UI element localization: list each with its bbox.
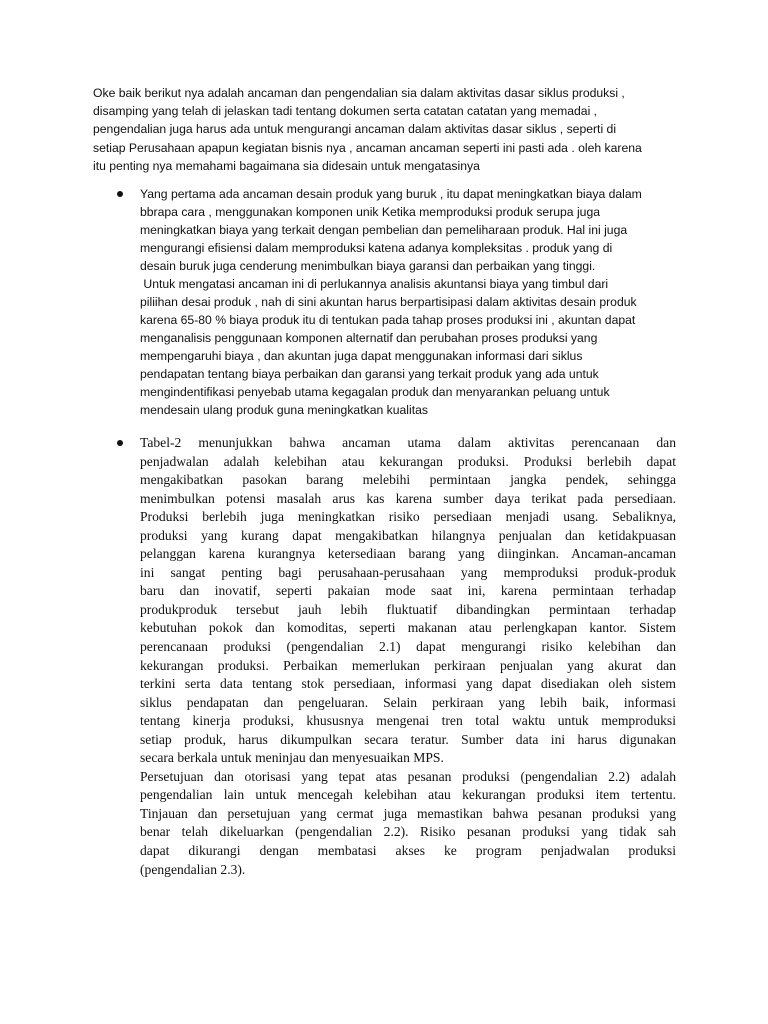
bullet-line: produkproduk tersebut jauh lebih fluktuatif dibandingkan permintaan terhadap bbox=[140, 601, 676, 617]
bullet-line: Untuk mengatasi ancaman ini di perlukannya analisis akuntansi biaya yang timbul dari bbox=[140, 277, 609, 291]
bullet-line: desain buruk juga cenderung menimbulkan biaya garansi dan perbaikan yang tinggi. bbox=[140, 259, 596, 273]
bullet-line: benar telah dikeluarkan (pengendalian 2.2). Risiko pesanan produksi yang tidak sah bbox=[140, 824, 676, 840]
bullet-line: mengindentifikasi penyebab utama kegagalan produk dan menyarankan peluang untuk bbox=[140, 385, 610, 399]
bullet-line: Persetujuan dan otorisasi yang tepat atas pesanan produksi (pengendalian 2.2) adalah bbox=[140, 768, 676, 784]
intro-line: disamping yang telah di jelaskan tadi tentang dokumen serta catatan catatan yang memadai , bbox=[93, 104, 598, 119]
bullet-line: penjadwalan adalah kelebihan atau kekurangan produksi. Produksi berlebih dapat bbox=[140, 453, 676, 469]
bullet-line: produksi yang kurang dapat mengakibatkan hilangnya penjualan dan ketidakpuasan bbox=[140, 527, 676, 543]
bullet-line: siklus pendapatan dan pengeluaran. Selain perkiraan yang lebih baik, informasi bbox=[140, 694, 676, 710]
bullet-line: mendesain ulang produk guna meningkatkan kualitas bbox=[140, 403, 428, 417]
bullet-line: ini sangat penting bagi perusahaan-perusahaan yang memproduksi produk-produk bbox=[140, 564, 676, 580]
bullet-dot-icon bbox=[117, 191, 123, 197]
bullet-line: bbrapa cara , menggunakan komponen unik Ketika memproduksi produk serupa juga bbox=[140, 205, 601, 219]
bullet-line: kekurangan produksi. Perbaikan memerlukan perkiraan penjualan yang akurat dan bbox=[140, 657, 676, 673]
bullet-item-planning-threat bbox=[140, 434, 676, 879]
intro-line: setiap Perusahaan apapun kegiatan bisnis nya , ancaman ancaman seperti ini pasti ada . oleh karena bbox=[93, 140, 642, 155]
bullet-item-design-threat bbox=[140, 185, 680, 419]
bullet-line: menganalisis penggunaan komponen alternatif dan perubahan proses produksi yang bbox=[140, 331, 598, 345]
bullet-line: perencanaan produksi (pengendalian 2.1) dapat mengurangi risiko kelebihan dan bbox=[140, 639, 676, 655]
bullet-line: baru dan inovatif, seperti pakaian mode saat ini, karena permintaan terhadap bbox=[140, 583, 676, 599]
bullet-line: karena 65-80 % biaya produk itu di tentukan pada tahap proses produksi ini , akuntan dapat bbox=[140, 313, 636, 327]
bullet-line: Produksi berlebih juga meningkatkan risiko persediaan menjadi usang. Sebaliknya, bbox=[140, 509, 676, 525]
bullet-line: pelanggan karena kurangnya ketersediaan barang yang diinginkan. Ancaman-ancaman bbox=[140, 546, 676, 562]
bullet-line: dapat dikurangi dengan membatasi akses ke program penjadwalan produksi bbox=[140, 843, 676, 859]
bullet-line: kebutuhan pokok dan komoditas, seperti makanan atau perlengkapan kantor. Sistem bbox=[140, 620, 676, 636]
bullet-line: Tabel-2 menunjukkan bahwa ancaman utama dalam aktivitas perencanaan dan bbox=[140, 435, 676, 450]
bullet-dot-icon bbox=[117, 440, 123, 446]
bullet-line: Tinjauan dan persetujuan yang cermat juga memastikan bahwa pesanan produksi yang bbox=[140, 805, 676, 821]
bullet-line: (pengendalian 2.3). bbox=[140, 861, 246, 877]
bullet-line: meningkatkan biaya yang terkait dengan pembelian dan pemeliharaan produk. Hal ini juga bbox=[140, 223, 628, 237]
bullet-line: pendapatan tentang biaya perbaikan dan garansi yang terkait produk yang ada untuk bbox=[140, 367, 599, 381]
bullet-line: mempengaruhi biaya , dan akuntan juga dapat menggunakan informasi dari siklus bbox=[140, 349, 583, 363]
bullet-line: piliihan desai produk , nah di sini akuntan harus berpartisipasi dalam aktivitas desain produk bbox=[140, 295, 637, 309]
bullet-line: mengurangi efisiensi dalam memproduksi katena adanya kompleksitas . produk yang di bbox=[140, 241, 613, 255]
bullet-line: pengendalian lain untuk mencegah kelebihan atau kekurangan produksi item tertentu. bbox=[140, 787, 676, 803]
bullet-line: terkini serta data tentang stok persediaan, informasi yang dapat disediakan oleh sistem bbox=[140, 676, 676, 692]
bullet-line: Yang pertama ada ancaman desain produk yang buruk , itu dapat meningkatkan biaya dalam bbox=[140, 187, 642, 201]
bullet-line: tentang kinerja produksi, khususnya mengenai tren total waktu untuk memproduksi bbox=[140, 713, 676, 729]
intro-line: Oke baik berikut nya adalah ancaman dan pengendalian sia dalam aktivitas dasar siklus produksi , bbox=[93, 86, 625, 100]
bullet-line: setiap produk, harus dikumpulkan secara teratur. Sumber data ini harus digunakan bbox=[140, 731, 676, 747]
intro-line: itu penting nya memahami bagaimana sia didesain untuk mengatasinya bbox=[93, 158, 480, 173]
intro-paragraph bbox=[93, 84, 683, 175]
bullet-line: mengakibatkan pasokan barang melebihi permintaan jangka pendek, sehingga bbox=[140, 472, 676, 488]
bullet-line: menimbulkan potensi masalah arus kas karena sumber daya terikat pada persediaan. bbox=[140, 490, 676, 506]
intro-line: pengendalian juga harus ada untuk mengurangi ancaman dalam aktivitas dasar siklus , seperti di bbox=[93, 122, 617, 137]
bullet-line: secara berkala untuk meninjau dan menyesuaikan MPS. bbox=[140, 750, 444, 766]
